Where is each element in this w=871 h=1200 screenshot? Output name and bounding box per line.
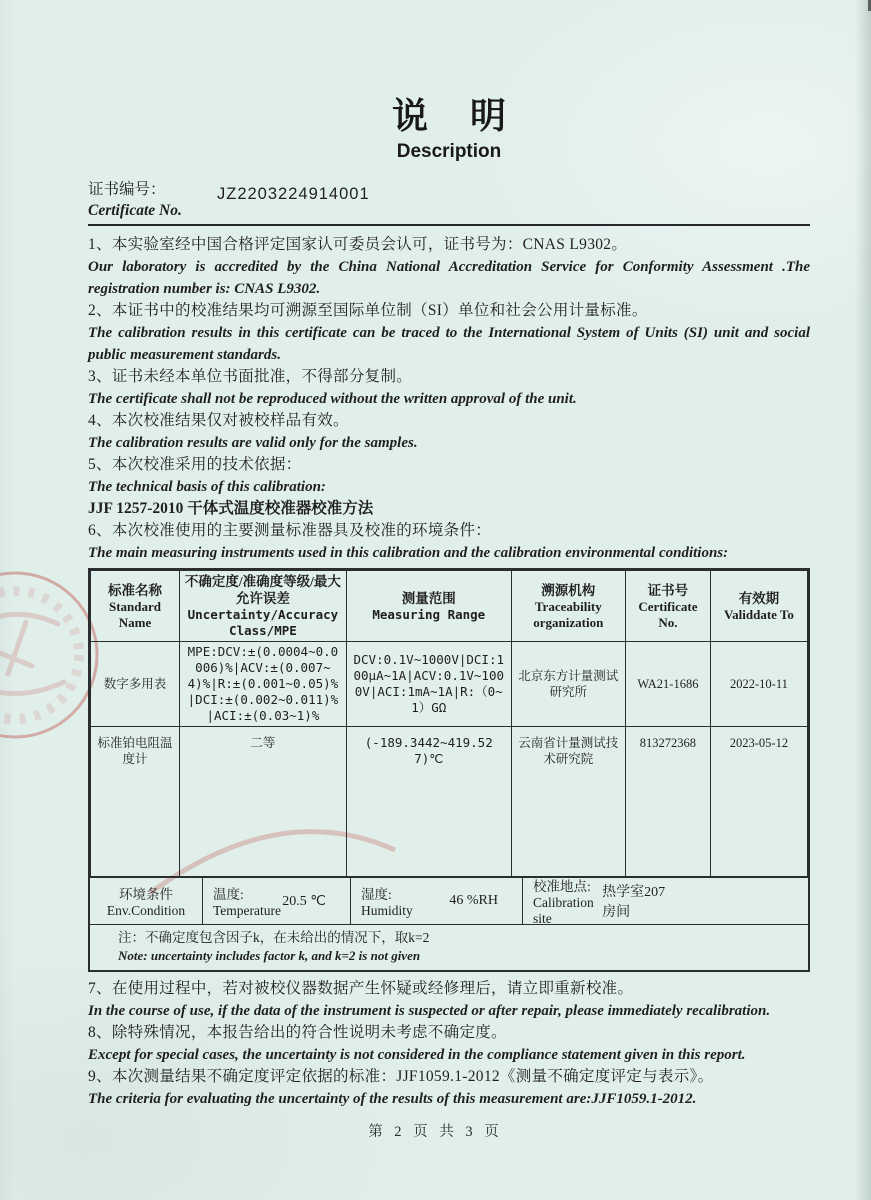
header-traceability-cn: 溯源机构 [541, 582, 596, 598]
row1-uncertainty: MPE:DCV:±(0.0004~0.0006)%|ACV:±(0.007~4)%|R:±(0.001~0.05)%|DCI:±(0.002~0.011)%|ACI:±(0.03~1)% [179, 642, 346, 727]
clause-6 [88, 520, 810, 564]
page-subtitle: Description [396, 141, 502, 162]
clause-4 [88, 410, 810, 454]
clause-6-cn: 6、本次校准使用的主要测量标准器具及校准的环境条件： [88, 522, 492, 539]
certificate-label [88, 177, 213, 220]
temperature-value: 20.5 ℃ [282, 893, 326, 909]
clause-4-cn: 4、本次校准结果仅对被校样品有效。 [88, 412, 349, 429]
clause-4-en: The calibration results are valid only for the samples. [88, 435, 418, 451]
clause-8-cn: 8、除特殊情况，本报告给出的符合性说明未考虑不确定度。 [88, 1024, 507, 1041]
page-content [88, 0, 810, 1110]
table-note [90, 924, 808, 970]
clause-3 [88, 366, 810, 410]
technical-basis-standard: JJF 1257-2010 干体式温度校准器校准方法 [88, 500, 374, 517]
env-label-en: Env.Condition [106, 903, 186, 918]
table-row [91, 642, 808, 727]
note-en: Note: uncertainty includes factor k, and k=2 is not given [118, 948, 421, 963]
row1-certno: WA21-1686 [625, 642, 710, 727]
site-value: 热学室207房间 [602, 885, 666, 920]
humidity-cell [350, 878, 522, 924]
certificate-label-en: Certificate No. [88, 202, 182, 219]
clause-2-en: The calibration results in this certificate can be traced to the International System of Units (SI) unit and social public measurement standards. [88, 325, 810, 363]
header-range-en: Measuring Range [372, 606, 486, 622]
humidity-label-cn: 湿度: [361, 887, 392, 902]
env-label-cn: 环境条件 [118, 887, 173, 902]
header-traceability-en: Traceability organization [533, 598, 604, 630]
row2-range: (-189.3442~419.527)℃ [346, 727, 511, 877]
clause-2 [88, 300, 810, 366]
clause-7-en: In the course of use, if the data of the instrument is suspected or after repair, please immediately recalibration. [88, 1003, 771, 1019]
instruments-table [88, 568, 810, 972]
clause-list-continued [88, 978, 810, 1110]
header-range-cn: 测量范围 [401, 590, 456, 606]
humidity-value: 46 %RH [449, 893, 498, 908]
certificate-number: JZ2203224914001 [217, 185, 370, 203]
clause-1 [88, 234, 810, 300]
clause-9-cn: 9、本次测量结果不确定度评定依据的标准：JJF1059.1-2012《测量不确定度评定与表示》。 [88, 1068, 714, 1085]
row1-name: 数字多用表 [91, 642, 180, 727]
row2-valid: 2023-05-12 [710, 727, 807, 877]
header-uncertainty-en: Uncertainty/Accuracy Class/MPE [187, 607, 339, 638]
clause-8-en: Except for special cases, the uncertainty is not considered in the compliance statement given in this report. [88, 1047, 746, 1063]
certificate-number-row [88, 177, 810, 226]
header-certno-cn: 证书号 [647, 582, 689, 598]
environment-conditions-row [90, 877, 808, 924]
page-edge-shadow [855, 0, 871, 1200]
clause-6-en: The main measuring instruments used in this calibration and the calibration environmental conditions: [88, 545, 729, 561]
clause-5-cn: 5、本次校准采用的技术依据： [88, 456, 302, 473]
table-header-row [91, 571, 808, 642]
clause-9 [88, 1066, 810, 1110]
clause-1-en: Our laboratory is accredited by the China National Accreditation Service for Conformity Assessment .The registration number is: CNAS L9302. [88, 259, 810, 297]
certificate-label-cn: 证书编号： [88, 181, 166, 198]
clause-5-en: The technical basis of this calibration: [88, 479, 326, 495]
page-number: 第 2 页 共 3 页 [368, 1124, 503, 1140]
clause-3-en: The certificate shall not be reproduced without the written approval of the unit. [88, 391, 577, 407]
clause-1-cn: 1、本实验室经中国合格评定国家认可委员会认可，证书号为：CNAS L9302。 [88, 236, 628, 253]
row1-org: 北京东方计量测试研究所 [511, 642, 625, 727]
row1-range: DCV:0.1V~1000V|DCI:100μA~1A|ACV:0.1V~1000V|ACI:1mA~1A|R:（0~1）GΩ [346, 642, 511, 727]
site-label-en: Calibration site [533, 895, 594, 926]
table-row [91, 727, 808, 877]
header-uncertainty-cn: 不确定度/准确度等级/最大允许误差 [184, 574, 341, 606]
temperature-label-en: Temperature [213, 903, 282, 918]
row2-uncertainty: 二等 [179, 727, 346, 877]
header-valid-en: Validdate To [723, 606, 794, 622]
row2-certno: 813272368 [625, 727, 710, 877]
clause-9-en: The criteria for evaluating the uncertainty of the results of this measurement are:JJF1059.1-2012. [88, 1091, 697, 1107]
clause-2-cn: 2、本证书中的校准结果均可溯源至国际单位制（SI）单位和社会公用计量标准。 [88, 302, 648, 319]
page-title: 说 明 [391, 95, 522, 136]
humidity-label-en: Humidity [361, 903, 413, 918]
calibration-site-cell [522, 878, 808, 924]
header-standard-name-cn: 标准名称 [107, 582, 162, 598]
clause-5 [88, 454, 810, 520]
header-standard-name-en: Standard Name [108, 598, 161, 630]
clause-7 [88, 978, 810, 1022]
site-label-cn: 校准地点: [533, 879, 591, 894]
row2-name: 标准铂电阻温度计 [91, 727, 180, 877]
env-condition-label [90, 878, 202, 924]
header-valid-cn: 有效期 [738, 590, 780, 606]
clause-8 [88, 1022, 810, 1066]
temperature-cell [202, 878, 350, 924]
clause-list [88, 234, 810, 564]
header-certno-en: Certificate No. [638, 598, 698, 630]
row1-valid: 2022-10-11 [710, 642, 807, 727]
temperature-label-cn: 温度: [213, 887, 244, 902]
row2-org: 云南省计量测试技术研究院 [511, 727, 625, 877]
clause-7-cn: 7、在使用过程中，若对被校仪器数据产生怀疑或经修理后，请立即重新校准。 [88, 980, 634, 997]
clause-3-cn: 3、证书未经本单位书面批准，不得部分复制。 [88, 368, 413, 385]
note-cn: 注：不确定度包含因子k，在未给出的情况下，取k=2 [118, 930, 430, 945]
